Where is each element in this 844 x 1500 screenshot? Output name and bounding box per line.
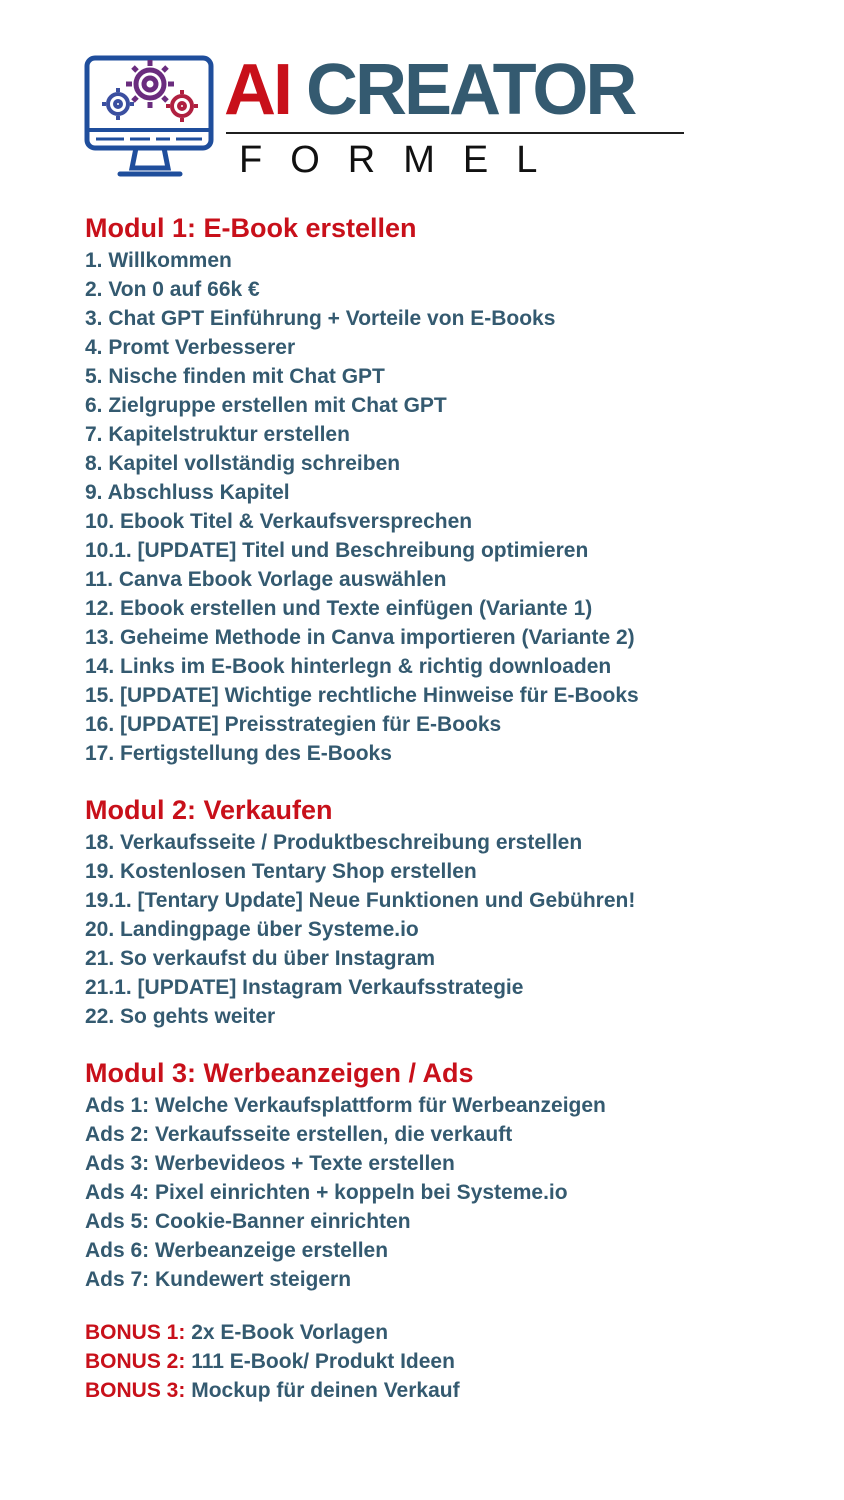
list-item: 7. Kapitelstruktur erstellen — [85, 423, 350, 446]
list-item: Ads 2: Verkaufsseite erstellen, die verkauft — [85, 1123, 513, 1146]
list-item: 22. So gehts weiter — [85, 1005, 276, 1028]
logo-ai-text: AI — [224, 50, 290, 130]
bonus-item — [85, 1347, 825, 1376]
list-item: 12. Ebook erstellen und Texte einfügen (Variante 1) — [85, 597, 593, 620]
list-item: 3. Chat GPT Einführung + Vorteile von E-Books — [85, 307, 556, 330]
list-item: 10. Ebook Titel & Verkaufsversprechen — [85, 510, 473, 533]
bonus-label: BONUS 3: — [85, 1379, 186, 1402]
list-item: 14. Links im E-Book hinterlegn & richtig downloaden — [85, 655, 612, 678]
module-title: Modul 1: E-Book erstellen — [85, 213, 417, 243]
module-3 — [85, 1055, 825, 1294]
list-item: Ads 6: Werbeanzeige erstellen — [85, 1239, 389, 1262]
list-item: 2. Von 0 auf 66k € — [85, 278, 260, 301]
list-item: 15. [UPDATE] Wichtige rechtliche Hinweise für E-Books — [85, 684, 639, 707]
list-item: 21.1. [UPDATE] Instagram Verkaufsstrategie — [85, 976, 524, 999]
bonus-item — [85, 1376, 825, 1405]
list-item: Ads 1: Welche Verkaufsplattform für Werbeanzeigen — [85, 1094, 606, 1117]
list-item: Ads 4: Pixel einrichten + koppeln bei Systeme.io — [85, 1181, 568, 1204]
list-item: Ads 5: Cookie-Banner einrichten — [85, 1210, 411, 1233]
bonus-text: Mockup für deinen Verkauf — [191, 1379, 460, 1402]
monitor-gears-icon — [84, 48, 216, 180]
module-title: Modul 3: Werbeanzeigen / Ads — [85, 1058, 474, 1088]
list-item: 8. Kapitel vollständig schreiben — [85, 452, 401, 475]
list-item: 6. Zielgruppe erstellen mit Chat GPT — [85, 394, 447, 417]
bonus-list — [85, 1318, 825, 1405]
brand-logo — [84, 48, 694, 188]
list-item: 19. Kostenlosen Tentary Shop erstellen — [85, 860, 477, 883]
list-item: 16. [UPDATE] Preisstrategien für E-Books — [85, 713, 502, 736]
bonus-label: BONUS 1: — [85, 1321, 186, 1344]
list-item: 11. Canva Ebook Vorlage auswählen — [85, 568, 447, 591]
logo-divider — [226, 132, 684, 134]
bonus-text: 2x E-Book Vorlagen — [191, 1321, 389, 1344]
list-item: 18. Verkaufsseite / Produktbeschreibung erstellen — [85, 831, 583, 854]
list-item: Ads 7: Kundewert steigern — [85, 1268, 352, 1291]
list-item: Ads 3: Werbevideos + Texte erstellen — [85, 1152, 455, 1175]
module-title: Modul 2: Verkaufen — [85, 795, 333, 825]
bonus-label: BONUS 2: — [85, 1350, 186, 1373]
list-item: 1. Willkommen — [85, 249, 232, 272]
list-item: 20. Landingpage über Systeme.io — [85, 918, 419, 941]
list-item: 10.1. [UPDATE] Titel und Beschreibung optimieren — [85, 539, 589, 562]
bonus-text: 111 E-Book/ Produkt Ideen — [191, 1350, 455, 1373]
module-1 — [85, 210, 825, 768]
list-item: 5. Nische finden mit Chat GPT — [85, 365, 385, 388]
course-outline — [85, 210, 825, 1405]
list-item: 21. So verkaufst du über Instagram — [85, 947, 436, 970]
list-item: 9. Abschluss Kapitel — [85, 481, 290, 504]
bonus-item — [85, 1318, 825, 1347]
module-2 — [85, 792, 825, 1031]
list-item: 19.1. [Tentary Update] Neue Funktionen und Gebühren! — [85, 889, 636, 912]
list-item: 13. Geheime Methode in Canva importieren (Variante 2) — [85, 626, 635, 649]
logo-creator-text: CREATOR — [306, 50, 635, 130]
list-item: 4. Promt Verbesserer — [85, 336, 296, 359]
list-item: 17. Fertigstellung des E-Books — [85, 742, 392, 765]
logo-formel-text: FORMEL — [239, 139, 566, 181]
